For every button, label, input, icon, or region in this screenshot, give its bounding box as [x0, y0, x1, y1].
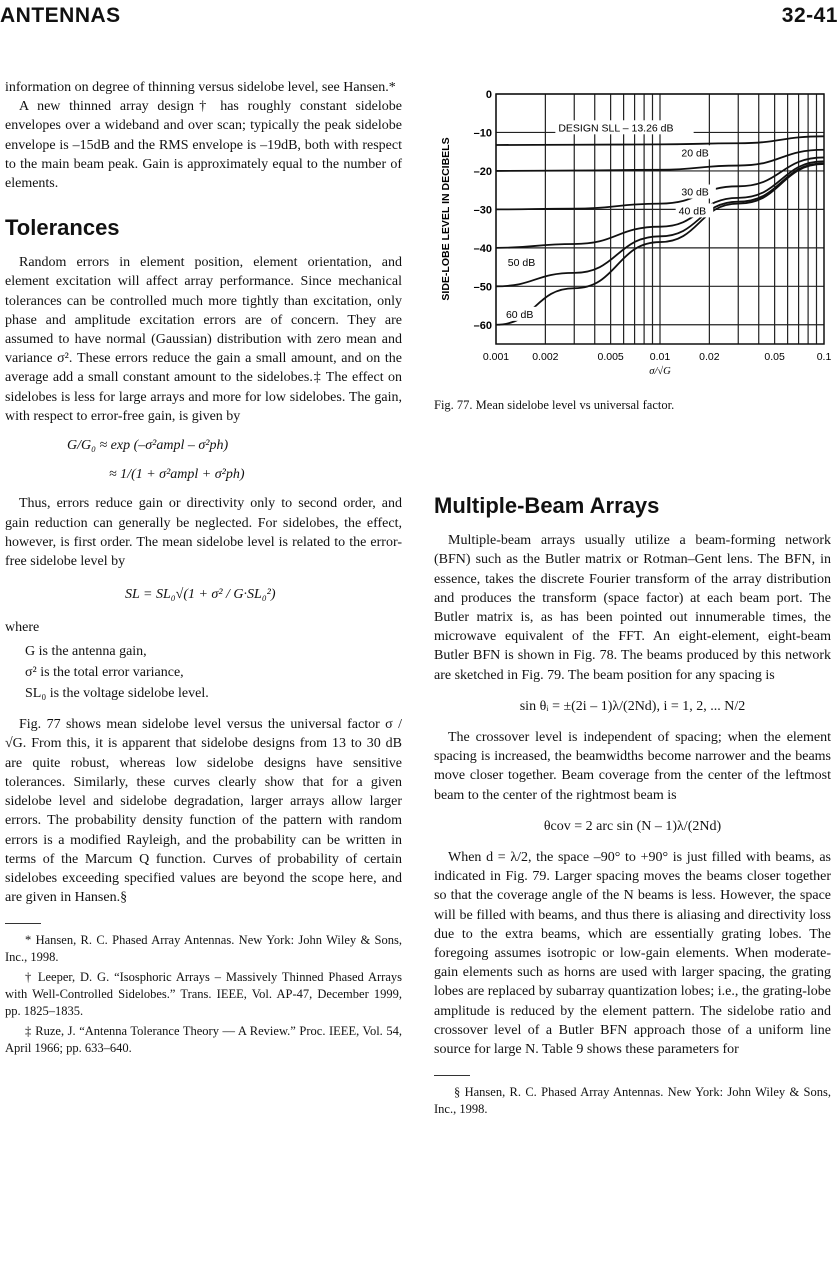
y-tick-label: 0 [485, 89, 492, 101]
equation-gain-approx: ≈ 1/(1 + σ²ampl + σ²ph) [109, 467, 245, 483]
definition-item: SL₀ is the voltage sidelobe level. [25, 686, 209, 702]
x-tick-label: 0.001 [482, 351, 510, 363]
figure-caption: Fig. 77. Mean sidelobe level vs universal factor. [434, 398, 675, 412]
footnote: † Leeper, D. G. “Isosphoric Arrays – Massively Thinned Phased Arrays with Well-Controlled Sidelobes.” Trans. IEEE, Vol. AP-47, December 1999, pp. 1825–1835. [5, 970, 402, 1019]
left-column [5, 78, 402, 1060]
y-tick-label: –50 [473, 281, 492, 294]
footnote-rule [5, 923, 41, 924]
x-axis-label: σ/√G [649, 366, 671, 377]
equation-sidelobe: SL = SL₀√(1 + σ² / G·SL₀²) [125, 587, 276, 603]
equation-coverage: θcov = 2 arc sin (N – 1)λ/(2Nd) [543, 818, 722, 834]
paragraph: A new thinned array design† has roughly constant sidelobe envelopes over a wideband and over scan; typically the peak sidelobe envelope is –15dB and the RMS envelope is –19dB, both with respect to the main beam peak. Gain is approximately equal to the number of elements. [5, 99, 402, 192]
footnote: * Hansen, R. C. Phased Array Antennas. New York: John Wiley & Sons, Inc., 1998. [5, 933, 402, 965]
equation-beam-position: sin θᵢ = ±(2i – 1)λ/(2Nd), i = 1, 2, ... N/2 [519, 698, 746, 714]
series-label: 30 dB [681, 186, 709, 199]
y-tick-label: –60 [473, 319, 492, 332]
x-tick-label: 0.005 [597, 351, 624, 363]
running-head-title: ANTENNAS [0, 4, 121, 27]
figure-77 [434, 86, 831, 386]
paragraph: Multiple-beam arrays usually utilize a beam-forming network (BFN) such as the Butler matrix or Rotman–Gent lens. The BFN, in essence, takes the discrete Fourier transform of the array distribution and produces the transform (space factor) at each beam port. The Butler matrix is, as has been pointed out innumerable times, the microwave equivalent of the FFT. An eight-element, eight-beam Butler BFN is shown in Fig. 78. The beams produced by this network are sketched in Fig. 79. The beam position for any spacing is [434, 533, 831, 683]
y-axis-label: SIDE-LOBE LEVEL IN DECIBELS [440, 137, 452, 301]
footnote: ‡ Ruze, J. “Antenna Tolerance Theory — A Review.” Proc. IEEE, Vol. 54, April 1966; pp. 633–640. [5, 1024, 402, 1056]
paragraph: When d = λ/2, the space –90° to +90° is just filled with beams, as indicated in Fig. 79. Larger spacing moves the beams closer together so that the coverage angle of the N beams is less. However, the space will be filled with beams, and thus there is aliasing and directivity loss due to the extra beams, which are essentially grating lobes. The foregoing assumes isotropic or low-gain elements. When moderate-gain elements such as horns are used with larger spacing, the grating lobes are replaced by subarray quantization lobes; i.e., the grating-lobe amplitude is reduced by the element pattern. The sidelobe ratio and crossover level of a Butler BFN approach those of a uniform line source for large N. Table 9 shows these parameters for [434, 850, 831, 1058]
x-tick-label: 0.002 [532, 351, 559, 363]
x-tick-label: 0.02 [699, 351, 720, 363]
footnote-rule [434, 1075, 470, 1076]
y-tick-label: –10 [473, 127, 492, 140]
paragraph: information on degree of thinning versus sidelobe level, see Hansen.* [5, 80, 396, 95]
section-heading-tolerances: Tolerances [5, 215, 120, 241]
where-label: where [5, 620, 40, 636]
series-label: 60 dB [505, 308, 534, 321]
paragraph: Fig. 77 shows mean sidelobe level versus the universal factor σ / √G. From this, it is apparent that sidelobe designs from 13 to 30 dB are quite robust, whereas low sidelobe designs have sensitive tolerances. Similarly, these curves clearly show that for a given sidelobe level and sidelobe degradation, larger arrays allow larger errors. The probability density function of the pattern with random errors is a modified Rayleigh, and the probability can be written in terms of the Marcum Q function. Curves of probability of certain sidelobes exceeding specified values are beyond the scope here, and are given in Hansen.§ [5, 717, 402, 906]
x-tick-label: 0.05 [764, 351, 785, 363]
paragraph: The crossover level is independent of spacing; when the element spacing is increased, the beamwidths become narrower and the beams move closer together. Beam coverage from the center of the leftmost beam to the center of the rightmost beam is [434, 730, 831, 803]
sidelobe-chart [434, 86, 831, 386]
y-tick-label: –30 [473, 204, 492, 217]
definition-list [25, 642, 402, 704]
series-label: 50 dB [507, 256, 536, 269]
y-tick-label: –20 [473, 165, 492, 178]
series-label: 20 dB [681, 147, 709, 160]
footnote: § Hansen, R. C. Phased Array Antennas. New York: John Wiley & Sons, Inc., 1998. [434, 1085, 831, 1117]
paragraph: Thus, errors reduce gain or directivity only to second order, and gain reduction can generally be neglected. For sidelobes, the effect, however, is first order. The mean sidelobe level is related to the error-free sidelobe level by [5, 496, 402, 570]
legend-title: DESIGN SLL – 13.26 dB [558, 122, 674, 135]
paragraph: Random errors in element position, element orientation, and element excitation will affect array performance. Since mechanical tolerances can be controlled much more tightly than excitation, only phase and amplitude excitation errors are of concern. They are assumed to have normal (Gaussian) distribution with zero mean and variance σ². These errors reduce the gain a small amount, and on the average add a small constant amount to the sidelobes.‡ The effect on sidelobes is less for large arrays and more for low sidelobes. The gain, with respect to error-free gain, is given by [5, 255, 402, 424]
series-label: 40 dB [678, 205, 707, 218]
definition-item: G is the antenna gain, [25, 643, 147, 659]
section-heading-multiple-beam: Multiple-Beam Arrays [434, 493, 660, 519]
right-column [434, 86, 831, 1121]
x-tick-label: 0.1 [816, 351, 831, 363]
x-tick-label: 0.01 [649, 351, 671, 363]
definition-item: σ² is the total error variance, [25, 664, 184, 680]
page-number: 32-41 [781, 4, 838, 27]
y-tick-label: –40 [473, 242, 492, 255]
equation-gain: G/G₀ ≈ exp (–σ²ampl – σ²ph) [67, 438, 229, 454]
